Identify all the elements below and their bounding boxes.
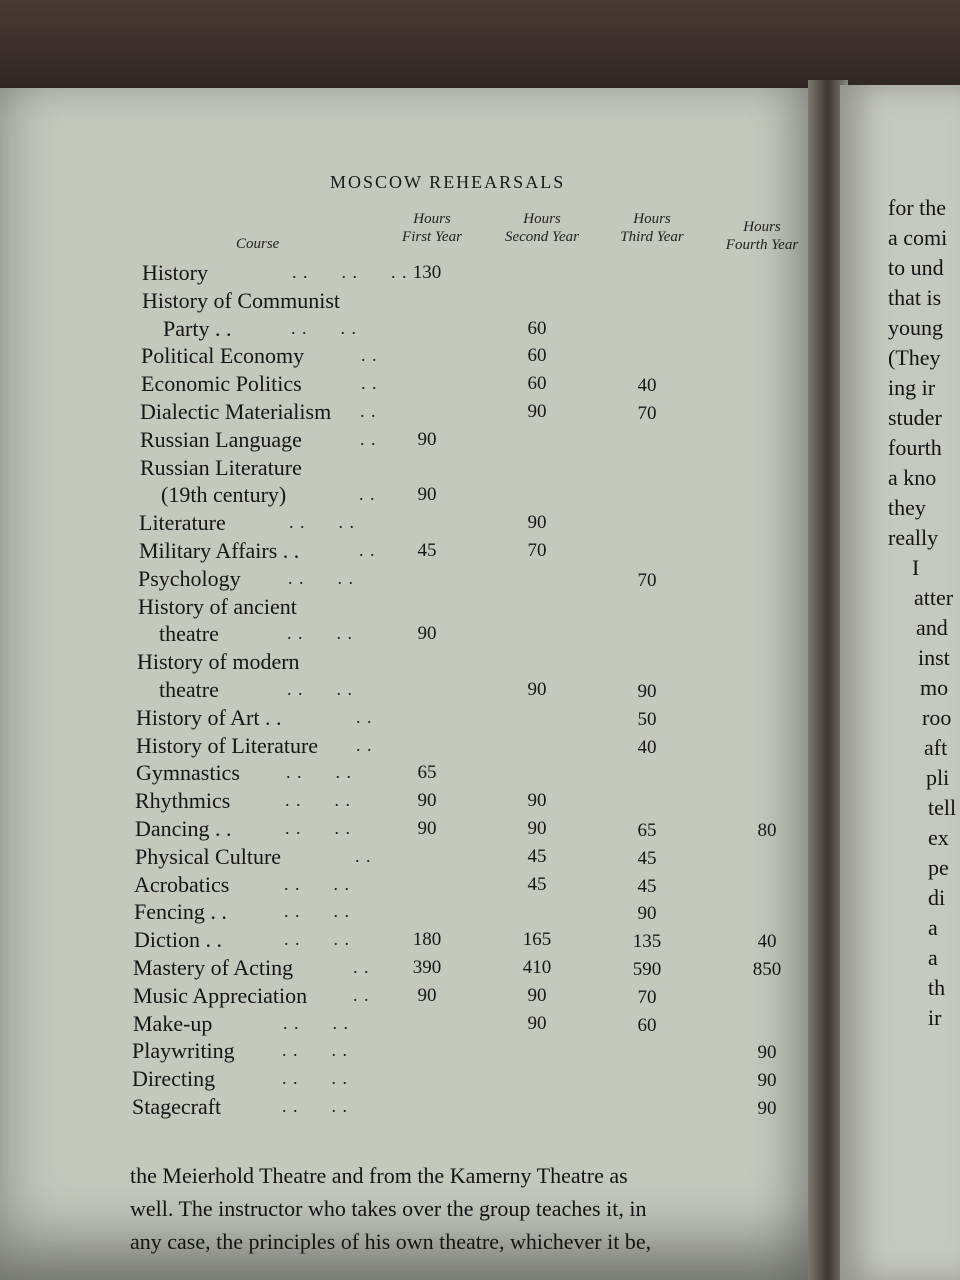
course-label: Economic Politics <box>141 371 302 397</box>
hours-cell: 60 <box>527 373 547 395</box>
right-page-text: (They <box>888 345 941 370</box>
body-text-line: well. The instructor who takes over the group teaches it, in <box>130 1196 647 1221</box>
course-label: Music Appreciation <box>133 982 308 1008</box>
course-label: Acrobatics <box>134 871 230 897</box>
hours-cell: 60 <box>527 317 547 339</box>
leader-dots: . . . . <box>285 790 351 811</box>
hours-cell: 90 <box>637 681 657 702</box>
hours-cell: 90 <box>417 623 437 645</box>
leader-dots: . . . . <box>288 567 354 588</box>
year-header-3: Hours Third Year <box>620 211 684 245</box>
right-page-text: they <box>888 495 926 520</box>
course-label: Playwriting <box>132 1038 235 1064</box>
hours-cell: 60 <box>527 345 547 367</box>
year-header-4: Hours Fourth Year <box>725 219 799 253</box>
hours-cell: 40 <box>637 736 657 758</box>
hours-cell: 590 <box>632 959 662 980</box>
course-label: Stagecraft <box>132 1094 222 1119</box>
right-page-text: inst <box>918 645 950 670</box>
course-label: History of Literature <box>136 732 319 758</box>
right-page-text: pli <box>926 765 950 790</box>
right-page-text: studer <box>888 405 942 430</box>
leader-dots: . . . . <box>283 1012 349 1033</box>
right-page-text: th <box>928 975 946 1000</box>
course-label: Russian Language <box>140 426 302 452</box>
right-page-text: to und <box>888 255 944 280</box>
hours-cell: 135 <box>632 931 662 953</box>
right-page-text: ir <box>928 1005 942 1030</box>
leader-dots: . . <box>353 984 370 1005</box>
right-page-text: a kno <box>888 465 937 490</box>
course-label: Psychology <box>138 565 241 591</box>
hours-cell: 130 <box>412 262 442 283</box>
course-label: History of Communist <box>142 287 341 313</box>
hours-cell: 850 <box>752 959 782 980</box>
hours-cell: 165 <box>522 929 552 951</box>
right-page-text: roo <box>922 705 952 730</box>
leader-dots: . . <box>360 428 377 449</box>
right-page-text: for the <box>888 195 947 220</box>
hours-cell: 410 <box>522 957 552 978</box>
hours-cell: 45 <box>637 875 657 897</box>
course-label: (19th century) <box>161 482 287 508</box>
leader-dots: . . . . <box>286 762 352 783</box>
right-page-text: a comi <box>888 225 948 250</box>
leader-dots: . . . . <box>287 679 353 699</box>
course-label: Dialectic Materialism <box>140 399 332 424</box>
hours-cell: 70 <box>527 540 547 561</box>
leader-dots: . . . . <box>282 1068 348 1089</box>
leader-dots: . . . . <box>282 1096 348 1116</box>
course-label: Directing <box>132 1066 216 1092</box>
leader-dots: . . . . <box>289 512 355 533</box>
right-page-text: atter <box>914 585 954 610</box>
course-label: Russian Literature <box>140 454 302 480</box>
hours-cell: 90 <box>527 818 547 839</box>
leader-dots: . . . . <box>284 873 350 894</box>
course-label: Physical Culture <box>135 843 282 869</box>
right-page-text: fourth <box>888 435 942 460</box>
hours-cell: 90 <box>527 512 547 534</box>
year-header-1: Hours First Year <box>402 211 462 245</box>
hours-cell: 50 <box>637 708 657 730</box>
leader-dots: . . <box>359 484 376 505</box>
right-page-text: young <box>888 315 943 340</box>
leader-dots: . . <box>355 845 372 866</box>
hours-cell: 65 <box>637 820 657 841</box>
course-label: theatre <box>159 621 219 647</box>
hours-cell: 80 <box>757 820 777 841</box>
hours-cell: 90 <box>417 484 437 506</box>
hours-cell: 70 <box>637 403 657 424</box>
course-label: Literature <box>139 510 226 536</box>
leader-dots: . . . . <box>284 929 350 950</box>
hours-cell: 90 <box>417 790 437 812</box>
hours-cell: 90 <box>417 818 437 839</box>
right-page-text: and <box>916 615 948 640</box>
right-page-text: ing ir <box>888 375 936 400</box>
hours-cell: 45 <box>417 540 437 561</box>
leader-dots: . . <box>361 345 378 366</box>
leader-dots: . . <box>361 373 378 394</box>
leader-dots: . . . . <box>282 1040 348 1061</box>
right-page-text: aft <box>924 735 948 760</box>
right-page-text: a <box>928 945 938 970</box>
right-page-text: tell <box>928 795 957 820</box>
hours-cell: 40 <box>757 931 777 953</box>
leader-dots: . . <box>356 734 373 755</box>
hours-cell: 45 <box>637 847 657 869</box>
hours-cell: 40 <box>637 375 657 397</box>
hours-cell: 90 <box>527 790 547 812</box>
right-page-text: I <box>912 555 920 580</box>
leader-dots: . . . . <box>291 317 357 338</box>
hours-cell: 90 <box>637 903 657 925</box>
hours-cell: 90 <box>757 1070 777 1092</box>
leader-dots: . . . . <box>287 623 353 644</box>
course-label: Party . . <box>163 315 232 341</box>
course-label: Gymnastics <box>136 760 240 786</box>
right-page-text: ex <box>928 825 949 850</box>
hours-cell: 90 <box>757 1098 777 1119</box>
course-label: Make-up <box>133 1010 213 1036</box>
right-page-text: really <box>888 525 939 550</box>
hours-cell: 180 <box>412 929 442 951</box>
course-label: Fencing . . <box>134 899 227 925</box>
hours-cell: 90 <box>417 984 437 1006</box>
hours-cell: 390 <box>412 957 442 978</box>
hours-cell: 90 <box>527 679 547 700</box>
course-label: History of modern <box>137 649 300 675</box>
hours-cell: 45 <box>527 873 547 895</box>
hours-cell: 90 <box>527 1012 547 1034</box>
hours-cell: 70 <box>637 986 657 1008</box>
hours-cell: 65 <box>417 762 437 784</box>
course-label: History of ancient <box>138 593 297 619</box>
leader-dots: . . . . . . <box>292 262 408 282</box>
hours-cell: 60 <box>637 1014 657 1036</box>
leader-dots: . . <box>353 957 370 977</box>
course-label: Dancing . . <box>135 816 232 841</box>
course-label: Political Economy <box>141 343 305 369</box>
running-head: MOSCOW REHEARSALS <box>330 172 566 192</box>
course-label: Diction . . <box>134 927 222 953</box>
body-text-line: any case, the principles of his own theatre, whichever it be, <box>130 1229 652 1254</box>
course-label: History <box>142 260 208 285</box>
course-label: History of Art . . <box>136 704 282 730</box>
right-page-text: that is <box>888 285 942 310</box>
right-page-text: mo <box>920 675 949 700</box>
course-label: Military Affairs . . <box>139 538 300 563</box>
leader-dots: . . . . <box>285 818 351 838</box>
year-header-2: Hours Second Year <box>504 211 580 245</box>
leader-dots: . . <box>360 401 377 421</box>
body-text-line: the Meierhold Theatre and from the Kamerny Theatre as <box>130 1163 628 1188</box>
hours-cell: 90 <box>417 428 437 450</box>
hours-cell: 45 <box>527 845 547 867</box>
hours-cell: 90 <box>757 1042 777 1064</box>
course-header: Course <box>236 236 280 252</box>
right-page-text: a <box>928 915 938 940</box>
leader-dots: . . . . <box>284 901 350 922</box>
course-label: theatre <box>159 677 219 702</box>
course-label: Rhythmics <box>135 788 231 814</box>
right-page-text: di <box>928 885 946 910</box>
hours-cell: 90 <box>527 984 547 1006</box>
hours-cell: 70 <box>637 569 657 591</box>
course-label: Mastery of Acting <box>133 955 294 980</box>
hours-cell: 90 <box>527 401 547 422</box>
leader-dots: . . <box>359 540 376 560</box>
leader-dots: . . <box>356 706 373 727</box>
right-page-text: pe <box>928 855 949 880</box>
